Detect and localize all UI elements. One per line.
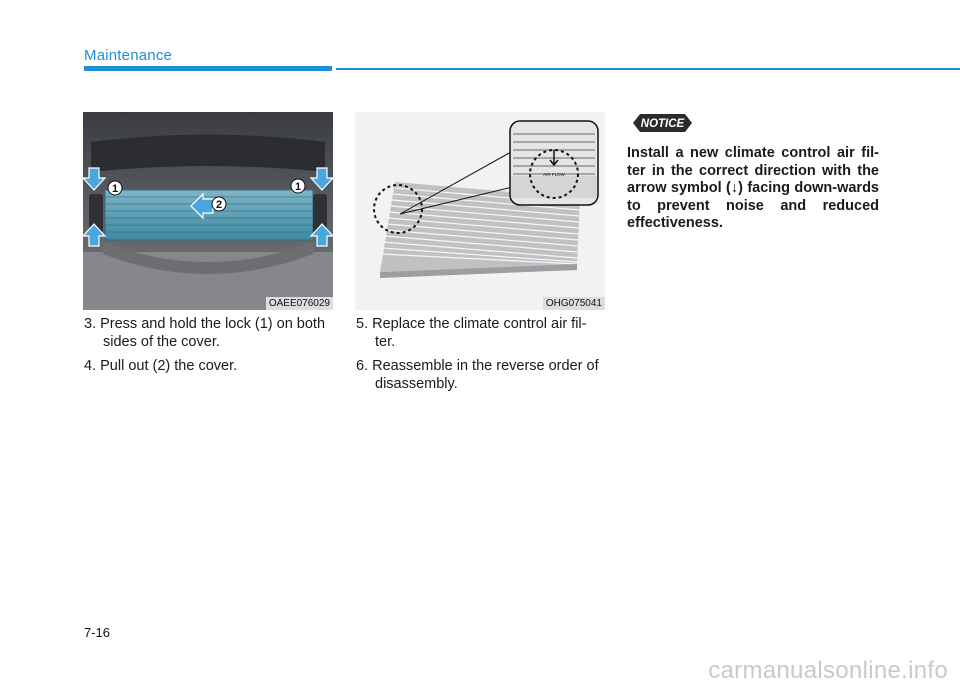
header-rule-thin	[336, 68, 960, 70]
figure-code: OAEE076029	[266, 297, 333, 310]
air-filter-illustration	[355, 112, 605, 310]
figure-cover-removal	[83, 112, 333, 310]
steps-list-left	[84, 316, 334, 383]
callout-1-left: 1	[111, 183, 119, 195]
watermark: carmanualsonline.info	[708, 657, 948, 684]
airflow-label: AIR FLOW	[543, 172, 565, 177]
step-item: 5. Replace the climate control air fil-ter.	[356, 316, 587, 350]
notice-label: NOTICE	[640, 118, 685, 130]
cover-illustration	[83, 112, 333, 310]
figure-code: OHG075041	[543, 297, 605, 310]
callout-2: 2	[215, 199, 223, 211]
section-title: Maintenance	[84, 47, 173, 64]
callout-1-right: 1	[294, 181, 302, 193]
step-item: 4. Pull out (2) the cover.	[84, 358, 238, 374]
page-number: 7-16	[84, 625, 111, 640]
step-item: 6. Reassemble in the reverse order of disassembly.	[356, 358, 599, 392]
notice-badge	[633, 114, 692, 132]
figure-air-filter	[355, 112, 605, 310]
steps-list-right	[356, 316, 606, 400]
step-item: 3. Press and hold the lock (1) on both sides of the cover.	[84, 316, 326, 350]
header-rule-thick	[84, 66, 332, 71]
notice-text: Install a new climate control air fil-ter in the correct direction with the arrow symbol (↓) facing down-wards to prevent noise and reduced effectiveness.	[627, 145, 879, 231]
